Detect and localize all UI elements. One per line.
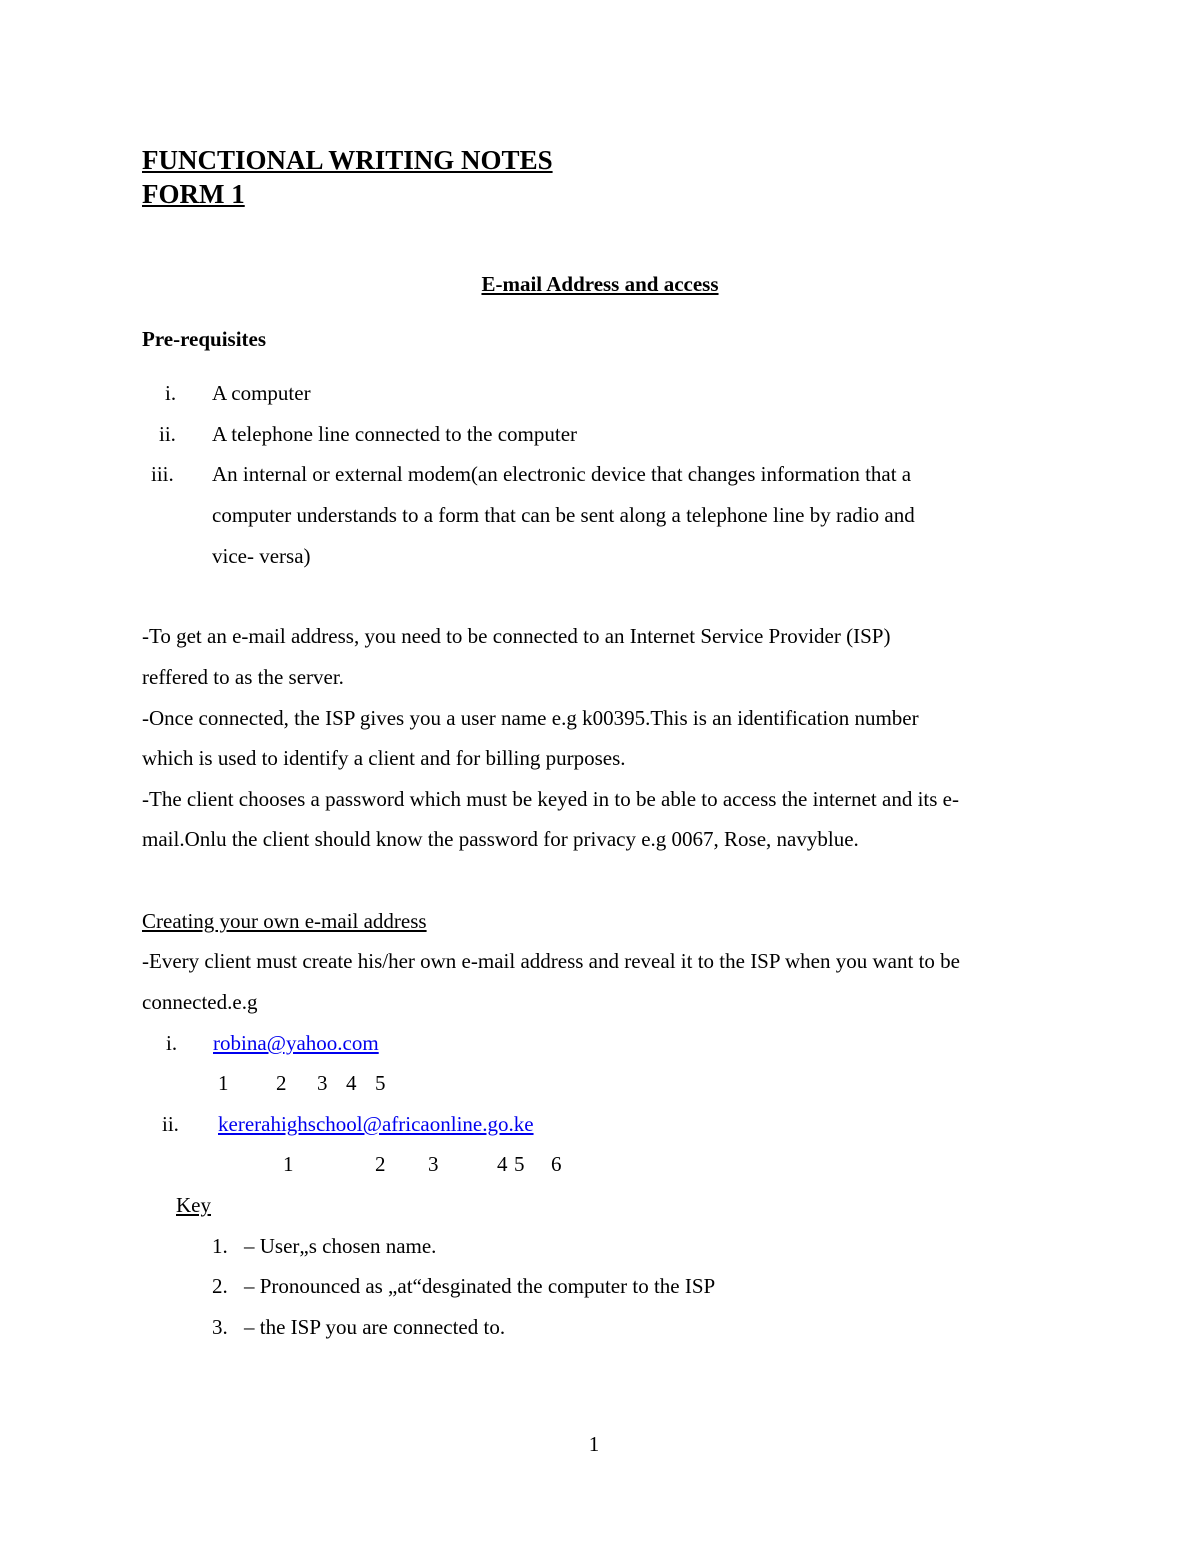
list-item: A telephone line connected to the computer [212,422,578,446]
creating-heading: Creating your own e-mail address [142,909,427,933]
page-number: 1 [588,1432,600,1456]
list-marker: iii. [151,462,174,486]
list-marker: i. [165,381,177,405]
example-marker: i. [166,1031,178,1055]
list-item: An internal or external modem(an electronic device that changes information that a [212,462,912,486]
key-marker: 1. [212,1234,228,1258]
example-number: 1 [218,1071,229,1095]
email-link-kererahighschool[interactable]: kererahighschool@africaonline.go.ke [218,1112,534,1136]
example-number: 4 [346,1071,357,1095]
example-number: 5 [375,1071,386,1095]
paragraph-line: -Once connected, the ISP gives you a user name e.g k00395.This is an identification number [142,706,919,730]
example-number: 5 [514,1152,525,1176]
paragraph-line: -Every client must create his/her own e-mail address and reveal it to the ISP when you want to be [142,949,960,973]
paragraph-line: connected.e.g [142,990,258,1014]
document-subtitle: FORM 1 [142,179,245,209]
section-heading: E-mail Address and access [481,272,719,296]
paragraph-line: -To get an e-mail address, you need to be connected to an Internet Service Provider (ISP) [142,624,891,648]
example-number: 3 [317,1071,328,1095]
key-marker: 3. [212,1315,228,1339]
example-number: 2 [276,1071,287,1095]
list-item-continuation: vice- versa) [212,544,311,568]
document-title: FUNCTIONAL WRITING NOTES [142,145,553,175]
example-number: 4 [497,1152,508,1176]
example-number: 6 [551,1152,562,1176]
prerequisites-heading: Pre-requisites [142,327,267,351]
key-item: – User„s chosen name. [244,1234,437,1258]
key-marker: 2. [212,1274,228,1298]
key-heading: Key [176,1193,211,1217]
paragraph-line: which is used to identify a client and for billing purposes. [142,746,626,770]
key-item: – Pronounced as „at“desginated the computer to the ISP [244,1274,716,1298]
list-item-continuation: computer understands to a form that can be sent along a telephone line by radio and [212,503,915,527]
paragraph-line: mail.Onlu the client should know the password for privacy e.g 0067, Rose, navyblue. [142,827,859,851]
list-item: A computer [212,381,311,405]
key-item: – the ISP you are connected to. [244,1315,506,1339]
example-number: 2 [375,1152,386,1176]
paragraph-line: reffered to as the server. [142,665,344,689]
list-marker: ii. [159,422,176,446]
example-number: 3 [428,1152,439,1176]
email-link-robina[interactable]: robina@yahoo.com [213,1031,379,1055]
example-number: 1 [283,1152,294,1176]
example-marker: ii. [162,1112,179,1136]
paragraph-line: -The client chooses a password which must be keyed in to be able to access the internet and its e- [142,787,959,811]
